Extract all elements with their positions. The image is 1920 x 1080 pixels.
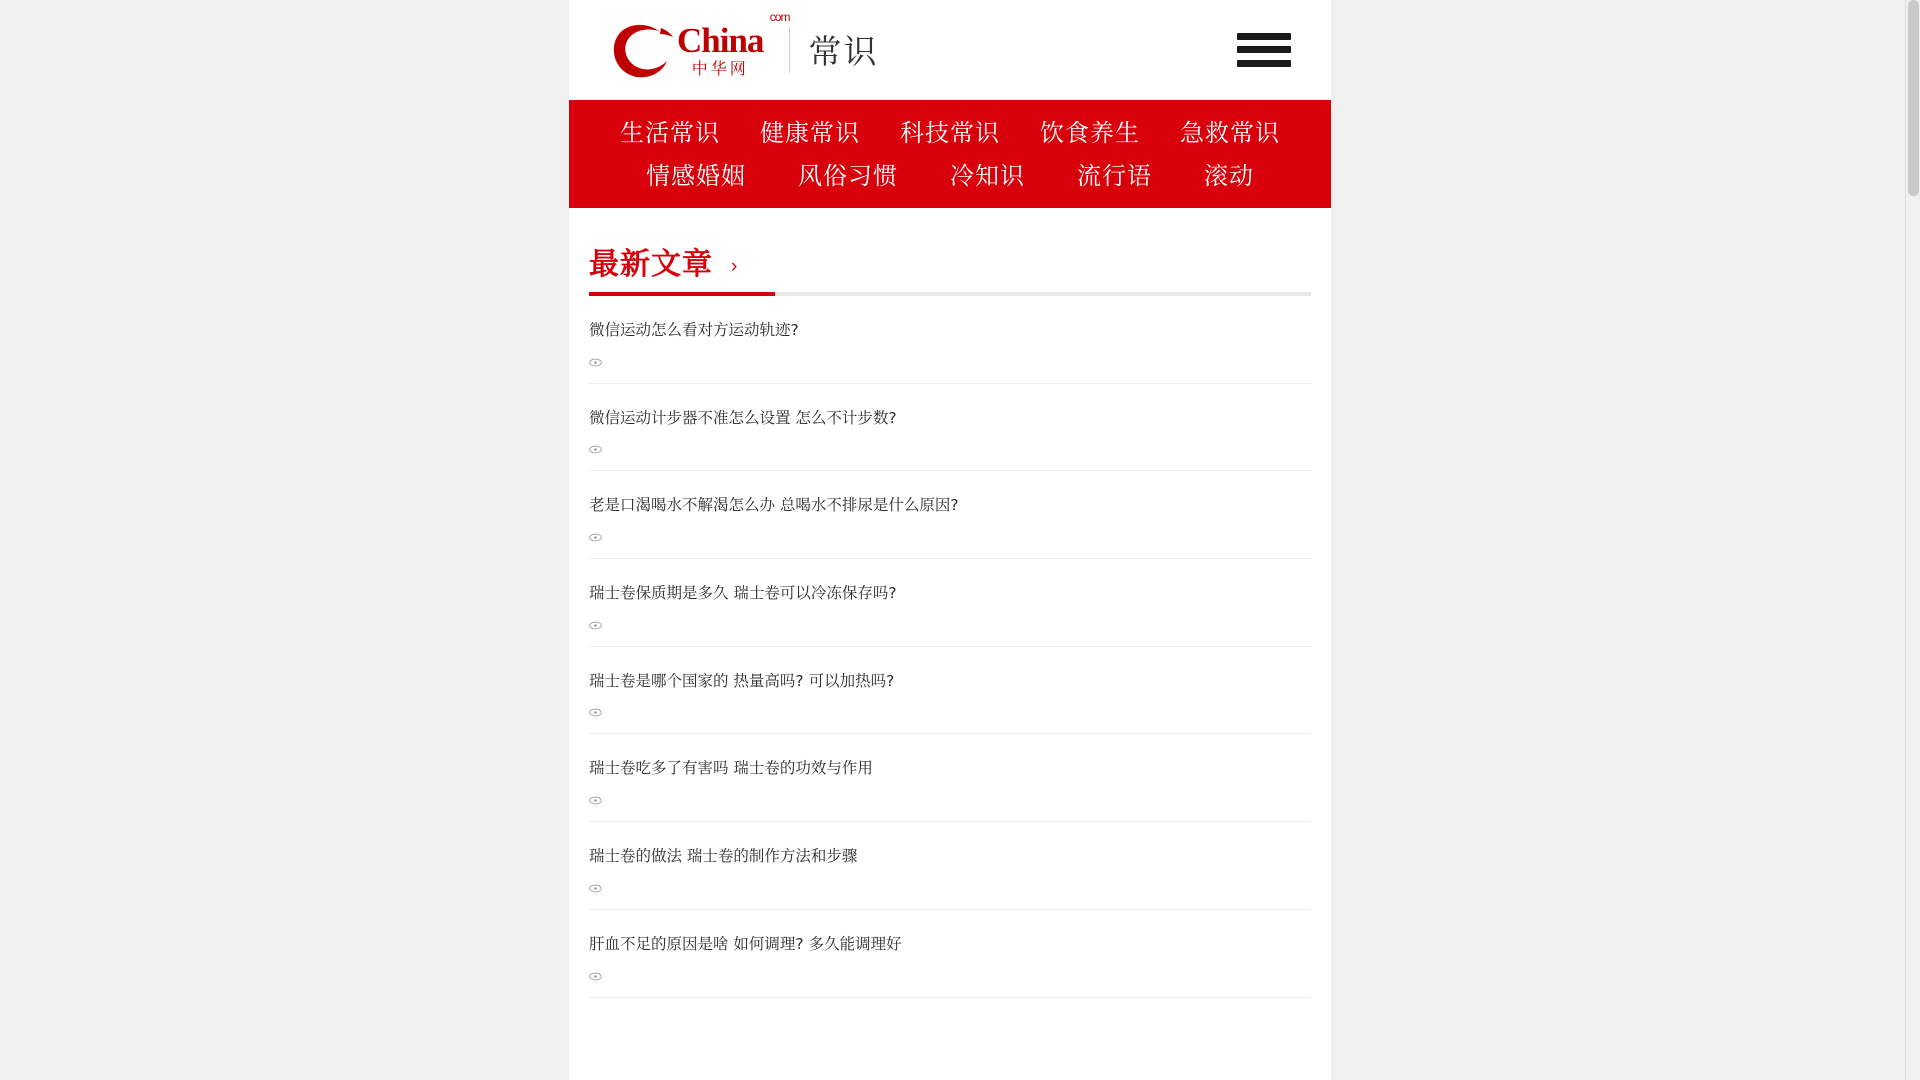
eye-icon bbox=[589, 445, 602, 454]
nav-item-trivia[interactable]: 冷知识 bbox=[950, 162, 1025, 190]
section-title: 最新文章 bbox=[589, 247, 713, 282]
nav-item-health[interactable]: 健康常识 bbox=[760, 119, 860, 147]
logo-en-text bbox=[677, 9, 790, 60]
nav-item-life[interactable]: 生活常识 bbox=[620, 119, 720, 147]
article-title-link[interactable]: 瑞士卷是哪个国家的 热量高吗? 可以加热吗? bbox=[589, 671, 895, 690]
nav-row-1 bbox=[569, 109, 1331, 152]
list-item[interactable] bbox=[589, 734, 1311, 822]
article-meta bbox=[589, 533, 1311, 542]
list-item[interactable] bbox=[589, 910, 1311, 998]
main-content bbox=[569, 208, 1331, 998]
nav-item-customs[interactable]: 风俗习惯 bbox=[798, 162, 898, 190]
article-title-link[interactable]: 瑞士卷的做法 瑞士卷的制作方法和步骤 bbox=[589, 847, 858, 866]
site-logo[interactable] bbox=[609, 9, 879, 81]
article-title-link[interactable]: 微信运动怎么看对方运动轨迹? bbox=[589, 321, 799, 339]
article-title-link[interactable]: 微信运动计步器不准怎么设置 怎么不计步数? bbox=[589, 408, 897, 427]
logo-divider bbox=[789, 27, 790, 73]
eye-icon bbox=[589, 884, 602, 893]
nav-item-marriage[interactable]: 情感婚姻 bbox=[646, 162, 746, 190]
channel-title[interactable]: 常识 bbox=[808, 32, 879, 71]
logo-cn-label: 中华网 bbox=[691, 58, 749, 78]
list-item[interactable] bbox=[589, 559, 1311, 647]
article-meta bbox=[589, 796, 1311, 805]
eye-icon bbox=[589, 708, 602, 717]
nav-item-firstaid[interactable]: 急救常识 bbox=[1180, 119, 1280, 147]
hamburger-menu-icon[interactable] bbox=[1237, 30, 1291, 70]
main-nav bbox=[569, 100, 1331, 208]
hamburger-bar-1 bbox=[1237, 33, 1291, 40]
nav-item-rolling[interactable]: 滚动 bbox=[1204, 162, 1254, 190]
nav-item-tech[interactable]: 科技常识 bbox=[900, 119, 1000, 147]
hamburger-bar-2 bbox=[1237, 46, 1291, 53]
article-title-link[interactable]: 瑞士卷吃多了有害吗 瑞士卷的功效与作用 bbox=[589, 759, 873, 778]
mobile-viewport bbox=[569, 0, 1331, 1080]
article-meta bbox=[589, 708, 1311, 717]
article-list bbox=[589, 296, 1311, 998]
logo-en-label: China bbox=[677, 20, 764, 60]
section-header bbox=[589, 208, 1311, 296]
chevron-right-icon[interactable]: › bbox=[731, 256, 738, 277]
page-scrollbar[interactable] bbox=[1905, 0, 1920, 1080]
logo-text bbox=[677, 9, 790, 78]
article-meta bbox=[589, 972, 1311, 981]
article-title-link[interactable]: 肝血不足的原因是啥 如何调理? 多久能调理好 bbox=[589, 934, 902, 953]
article-meta bbox=[589, 445, 1311, 454]
scrollbar-thumb[interactable] bbox=[1908, 0, 1919, 196]
article-meta bbox=[589, 358, 1311, 367]
eye-icon bbox=[589, 972, 602, 981]
article-title-link[interactable]: 瑞士卷保质期是多久 瑞士卷可以冷冻保存吗? bbox=[589, 584, 897, 603]
article-title-link[interactable]: 老是口渴喝水不解渴怎么办 总喝水不排尿是什么原因? bbox=[589, 496, 959, 515]
eye-icon bbox=[589, 358, 602, 367]
list-item[interactable] bbox=[589, 471, 1311, 559]
logo-com-label: com bbox=[769, 9, 790, 24]
nav-item-buzzwords[interactable]: 流行语 bbox=[1077, 162, 1152, 190]
section-underline bbox=[589, 292, 775, 296]
site-header bbox=[569, 0, 1331, 100]
nav-row-2 bbox=[569, 152, 1331, 195]
hamburger-bar-3 bbox=[1237, 60, 1291, 67]
eye-icon bbox=[589, 533, 602, 542]
eye-icon bbox=[589, 621, 602, 630]
article-meta bbox=[589, 621, 1311, 630]
list-item[interactable] bbox=[589, 296, 1311, 384]
list-item[interactable] bbox=[589, 822, 1311, 910]
china-brush-logo-icon bbox=[609, 19, 675, 81]
article-meta bbox=[589, 884, 1311, 893]
eye-icon bbox=[589, 796, 602, 805]
list-item[interactable] bbox=[589, 384, 1311, 472]
nav-item-diet[interactable]: 饮食养生 bbox=[1040, 119, 1140, 147]
list-item[interactable] bbox=[589, 647, 1311, 735]
